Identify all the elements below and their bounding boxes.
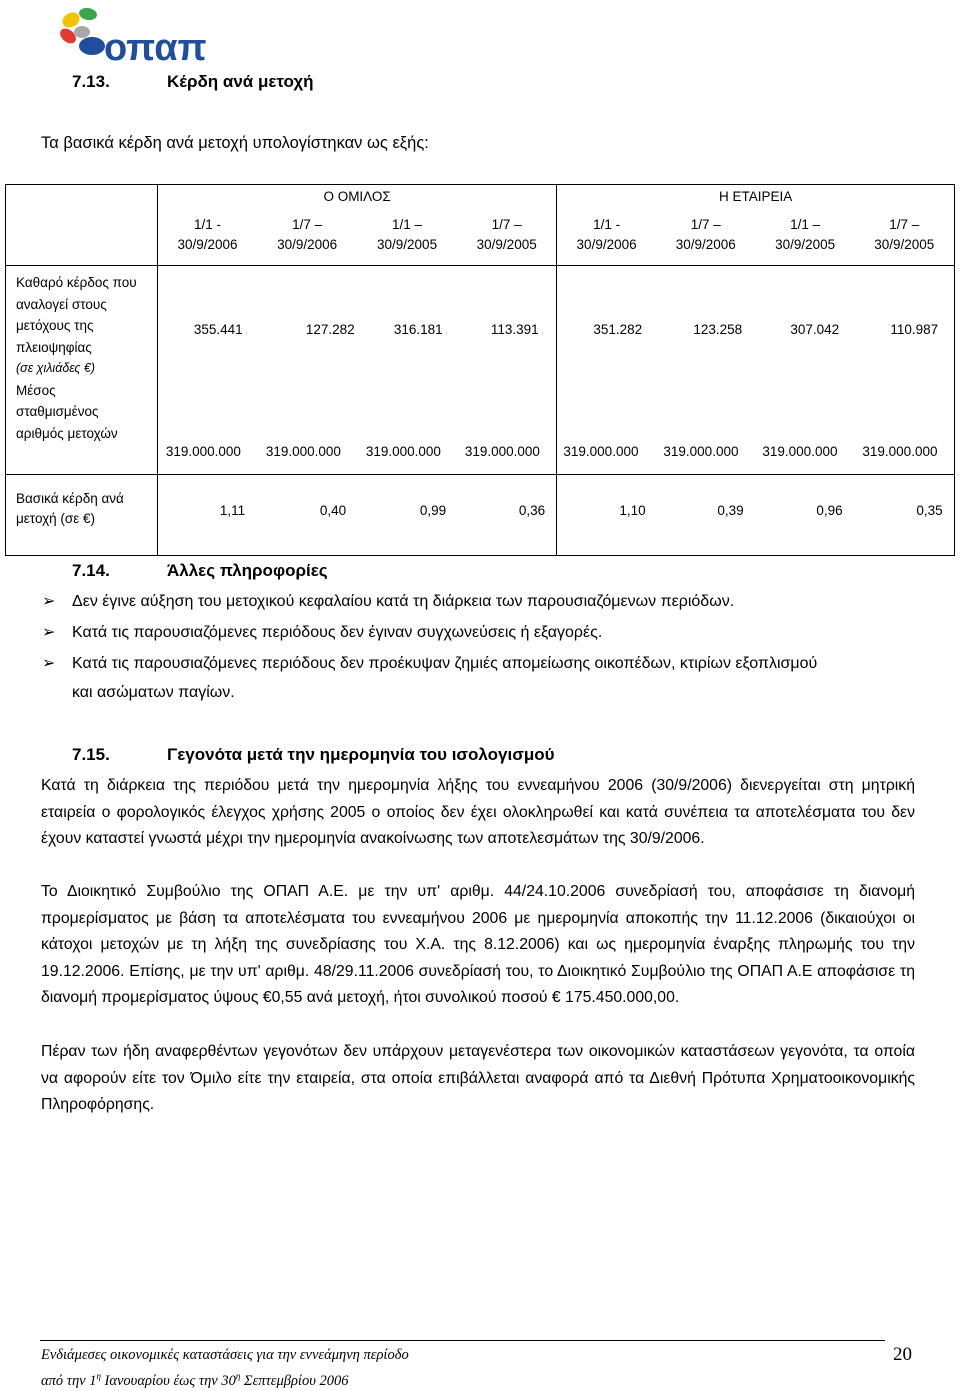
- section-number: 7.14.: [72, 561, 110, 580]
- eps-company-block: [557, 475, 955, 556]
- table-cell: 123.258: [693, 322, 743, 337]
- table-cell: 0,96: [816, 503, 843, 518]
- group-header-group: Ο ΟΜΙΛΟΣ: [157, 185, 557, 210]
- table-row-net-profit-and-shares: [6, 266, 955, 475]
- row-label-net-profit: Καθαρό κέρδος που αναλογεί στους μετόχους της πλειοψηφίας (σε χιλιάδες €): [16, 272, 157, 380]
- bullet-item: ➢ Κατά τις παρουσιαζόμενες περιόδους δεν προέκυψαν ζημιές απομείωσης οικοπέδων, κτιρίων εξοπλισμού: [42, 655, 818, 672]
- paragraph: Το Διοικητικό Συμβούλιο της ΟΠΑΠ Α.Ε. με την υπ' αριθμ. 44/24.10.2006 συνεδρίασή του, αποφάσισε τη διανομή προμερίσματος με βάση τα αποτελέσματα του εννεαμήνου 2006 με ημερομηνία αποκοπής την 11.12.2006 (δικαιούχοι οι κάτοχοι μετοχών με τη λήξη της συνεδρίασης του Χ.Α. της 8.12.2006) και ως ημερομηνία έναρξης πληρωμής του την 19.12.2006. Επίσης, με την υπ' αριθμ. 48/29.11.2006 συνεδρίασή του, το Διοικητικό Συμβούλιο της ΟΠΑΠ Α.Ε αποφάσισε τη διανομή προμερίσματος ύψους €0,55 ανά μετοχή, ήτοι συνολικού ποσού € 175.450.000,00.: [41, 883, 915, 1006]
- group-values: [158, 266, 557, 468]
- table-cell: 355.441: [193, 322, 243, 337]
- group-header-company: Η ΕΤΑΙΡΕΙΑ: [557, 185, 955, 210]
- row-label-weighted-shares: Μέσος σταθμισμένος αριθμός μετοχών: [16, 382, 118, 441]
- column-header: 1/1 – 30/9/2005: [756, 209, 855, 266]
- table-cell: 1,10: [619, 503, 646, 518]
- table-cell: 319.000.000: [862, 444, 938, 459]
- table-cell: 110.987: [890, 322, 939, 337]
- table-row-basic-eps: [6, 475, 955, 556]
- intro-text: Τα βασικά κέρδη ανά μετοχή υπολογίστηκαν ως εξής:: [41, 134, 429, 152]
- section-number: 7.15.: [72, 745, 110, 764]
- column-header: 1/7 – 30/9/2005: [855, 209, 955, 266]
- eps-group-block: [157, 475, 557, 556]
- section-7-15-heading: [72, 745, 555, 765]
- table-cell: 127.282: [305, 322, 355, 337]
- logo-wordmark: οπαπ: [104, 27, 207, 66]
- table-cell: 319.000.000: [762, 444, 838, 459]
- column-header: 1/7 – 30/9/2005: [457, 209, 557, 266]
- row-label-basic-eps: Βασικά κέρδη ανά μετοχή (σε €): [6, 475, 158, 556]
- section-title: Κέρδη ανά μετοχή: [167, 72, 314, 91]
- table-cell: 0,36: [518, 503, 546, 518]
- row-unit-label: (σε χιλιάδες €): [16, 361, 96, 375]
- table-cell: 316.181: [393, 322, 443, 337]
- column-header: 1/7 – 30/9/2006: [656, 209, 756, 266]
- table-cell: 0,40: [319, 503, 347, 518]
- opap-logo-graphic: [58, 6, 238, 66]
- table-cell: 319.000.000: [464, 444, 540, 459]
- column-header: 1/1 – 30/9/2005: [357, 209, 457, 266]
- bullet-item: ➢ Δεν έγινε αύξηση του μετοχικού κεφαλαίου κατά τη διάρκεια των παρουσιαζόμενων περιόδων.: [42, 593, 735, 610]
- opap-logo: [58, 6, 238, 66]
- section-title: Γεγονότα μετά την ημερομηνία του ισολογισμού: [167, 745, 555, 764]
- table-cell: 319.000.000: [265, 444, 341, 459]
- column-header: 1/1 - 30/9/2006: [557, 209, 656, 266]
- column-header: 1/1 - 30/9/2006: [157, 209, 257, 266]
- table-cell: 0,39: [717, 503, 744, 518]
- table-cell: 351.282: [593, 322, 643, 337]
- table-cell: 0,99: [419, 503, 447, 518]
- table-cell: 319.000.000: [365, 444, 441, 459]
- table-cell: 113.391: [490, 322, 539, 337]
- table-cell: 1,11: [219, 503, 246, 518]
- header-blank-cell: [6, 185, 158, 266]
- table-cell: 319.000.000: [165, 444, 241, 459]
- table-cell: 307.042: [790, 322, 840, 337]
- eps-table: [5, 184, 955, 556]
- table-cell: 0,35: [916, 503, 943, 518]
- footer-line-2: από την $1^\eta$ Ιανουαρίου έως την $30^\eta$ Σεπτεμβρίου 2006: [41, 1371, 349, 1389]
- company-values: [557, 266, 954, 468]
- section-number: 7.13.: [72, 72, 110, 91]
- paragraph: Κατά τη διάρκεια της περιόδου μετά την ημερομηνία λήξης του εννεαμήνου 2006 (30/9/2006) διενεργείται στη μητρική εταιρεία ο φορολογικός έλεγχος χρήσης 2005 ο οποίος δεν έχει ολοκληρωθεί και κατά συνέπεια τα αποτελέσματα του δεν έχουν καταστεί γνωστά μέχρι την ημερομηνία ανακοίνωσης των αποτελεσμάτων της 30/9/2006.: [41, 777, 915, 847]
- section-7-14-heading: [72, 561, 328, 581]
- eps-group-values: [158, 475, 557, 547]
- section-7-13-heading: [72, 72, 313, 92]
- arrow-bullet-icon: ➢: [42, 624, 56, 641]
- arrow-bullet-icon: ➢: [42, 655, 56, 672]
- eps-company-values: [557, 475, 954, 547]
- footer-rule: [40, 1340, 885, 1341]
- column-header: 1/7 – 30/9/2006: [257, 209, 357, 266]
- table-cell: 319.000.000: [563, 444, 639, 459]
- table-cell: 319.000.000: [663, 444, 739, 459]
- row-label-block: [6, 266, 158, 475]
- table-group-header-row: [6, 185, 955, 210]
- section-title: Άλλες πληροφορίες: [167, 561, 328, 580]
- footer-line-1: Ενδιάμεσες οικονομικές καταστάσεις για την εννεάμηνη περίοδο: [41, 1347, 409, 1363]
- bullet-continuation: και ασώματων παγίων.: [72, 684, 235, 701]
- bullet-item: ➢ Κατά τις παρουσιαζόμενες περιόδους δεν έγιναν συγχωνεύσεις ή εξαγορές.: [42, 624, 603, 641]
- paragraph: Πέραν των ήδη αναφερθέντων γεγονότων δεν υπάρχουν μεταγενέστερα των οικονομικών καταστάσεων γεγονότα, τα οποία να αφορούν είτε τον Όμιλο είτε την εταιρεία, στα οποία επιβάλλεται αναφορά από τα Διεθνή Πρότυπα Χρηματοοικονομικής Πληροφόρησης.: [41, 1043, 915, 1113]
- page-number: 20: [893, 1344, 912, 1365]
- company-values-block: [557, 266, 955, 475]
- group-values-block: [157, 266, 557, 475]
- arrow-bullet-icon: ➢: [42, 593, 56, 610]
